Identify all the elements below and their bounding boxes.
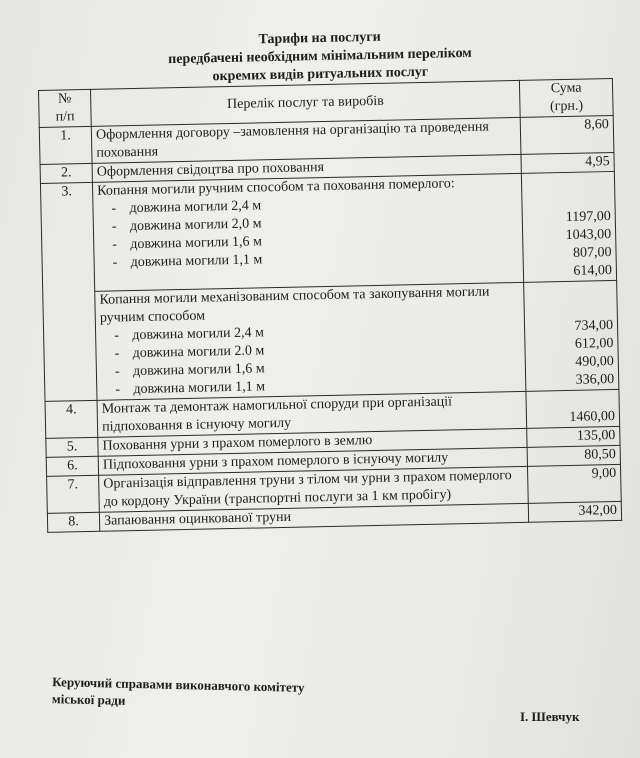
item-label: довжина могили 1,1 м [130, 252, 263, 271]
row-num: 6. [46, 456, 98, 476]
item-label: довжина могили 1,6 м [132, 361, 265, 380]
signatory-name: І. Шевчук [520, 709, 580, 724]
row-sum: 342,00 [528, 501, 621, 522]
item-sum: 1197,00 [565, 209, 611, 225]
tariff-table [38, 78, 622, 533]
item-sum: 1043,00 [565, 227, 612, 243]
row-num: 4. [45, 400, 98, 438]
table-row [43, 280, 619, 401]
dash: - [114, 364, 120, 380]
row-sum [524, 280, 619, 391]
item-sum: 490,00 [575, 354, 614, 370]
row-name: Поховання урни з прахом померлого в землю [98, 428, 527, 456]
row-num: 1. [39, 126, 92, 164]
dash: - [111, 219, 117, 235]
header-name: Перелік послуг та виробів [91, 80, 521, 126]
row-name-text: Копання могили механізованим способом та закопування могили ручним способом [99, 284, 490, 326]
table-row [40, 171, 616, 292]
row-sum: 1460,00 [526, 389, 620, 428]
row-num: 7. [47, 475, 100, 513]
dash: - [114, 346, 120, 362]
row-num: 8. [47, 512, 99, 532]
row-sum: 80,50 [527, 445, 620, 466]
item-sum: 612,00 [574, 336, 614, 352]
item-sum: 614,00 [573, 263, 613, 279]
row-name: Оформлення договору –замовлення на організацію та проведення поховання [91, 117, 521, 163]
signatory-position-line-2: міської ради [51, 691, 126, 708]
row-sum: 135,00 [527, 426, 620, 447]
dash: - [112, 255, 118, 271]
row-sum: 9,00 [528, 464, 622, 503]
row-name [93, 173, 524, 291]
item-label: довжина могили 1,6 м [130, 234, 263, 253]
row-name [95, 282, 526, 400]
signatory-position [52, 673, 305, 713]
row-name-text: Копання могили ручним способом та поховання померлого: [97, 176, 455, 199]
dash: - [115, 382, 121, 398]
row-sum [521, 171, 616, 282]
title-line-2: передбачені необхідним мінімальним переліком [168, 45, 472, 68]
dash: - [111, 201, 117, 217]
row-sum: 4,95 [521, 152, 614, 173]
item-label: довжина могили 2,4 м [132, 325, 265, 344]
item-label: довжина могили 2.0 м [132, 343, 265, 362]
item-sum: 336,00 [575, 371, 615, 388]
dash: - [112, 237, 118, 253]
row-sum: 8,60 [520, 115, 614, 154]
item-label: довжина могили 2,4 м [129, 198, 262, 217]
item-label: довжина могили 1,1 м [133, 379, 266, 398]
header-num: № п/п [39, 89, 92, 127]
row-num: 5. [46, 437, 98, 457]
signatory-position-line-1: Керуючий справами виконавчого комітету [52, 674, 305, 695]
row-name: Організація відправлення труни з тілом чи урни з прахом померлого до кордону України (транспортні послуги за 1 км пробігу) [99, 466, 529, 512]
header-sum: Сума (грн.) [520, 78, 614, 117]
row-num: 3. [40, 182, 97, 401]
row-name: Запаювання оцинкованої труни [99, 503, 528, 531]
row-name: Підпоховання урни з прахом померлого в існуючу могилу [98, 447, 527, 475]
dash: - [114, 328, 120, 344]
item-sum: 734,00 [574, 318, 614, 334]
title-line-1: Тарифи на послуги [258, 29, 381, 48]
row-name: Монтаж та демонтаж намогильної споруди при організації підпоховання в існуючу могилу [97, 391, 527, 437]
title-line-3: окремих видів ритуальних послуг [212, 64, 429, 85]
item-sum: 807,00 [572, 245, 612, 261]
row-name: Оформлення свідоцтва про поховання [92, 154, 521, 182]
item-label: довжина могили 2,0 м [129, 216, 262, 235]
row-num: 2. [40, 163, 92, 183]
